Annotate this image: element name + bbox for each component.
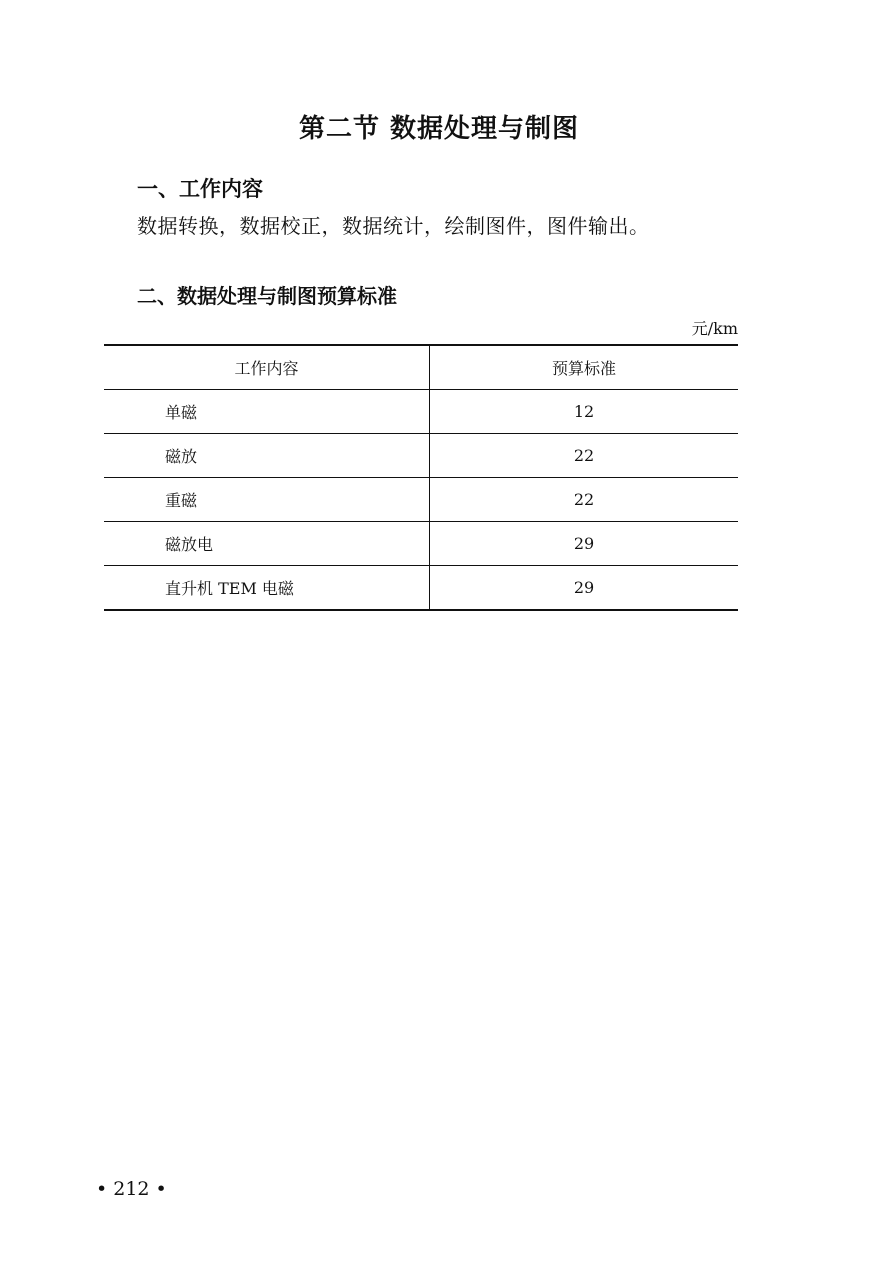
work-content-text: 数据转换，数据校正，数据统计，绘制图件，图件输出。 <box>137 214 650 238</box>
header-work-content: 工作内容 <box>104 345 430 390</box>
row-label: 磁放电 <box>104 522 430 566</box>
row-label: 直升机 TEM 电磁 <box>104 566 430 611</box>
row-value: 22 <box>430 434 739 478</box>
row-value: 22 <box>430 478 739 522</box>
table-row <box>104 434 738 478</box>
table-row <box>104 390 738 434</box>
heading-work-content: 一、工作内容 <box>137 177 263 201</box>
header-budget-standard: 预算标准 <box>430 345 739 390</box>
row-value: 29 <box>430 566 739 611</box>
page-number: • 212 • <box>96 1178 167 1200</box>
page-title: 第二节 数据处理与制图 <box>298 114 580 144</box>
row-label: 单磁 <box>104 390 430 434</box>
table-row <box>104 478 738 522</box>
table-header-row <box>104 345 738 390</box>
table-row <box>104 522 738 566</box>
budget-table <box>104 344 738 611</box>
table-row <box>104 566 738 611</box>
unit-label: 元/km <box>691 319 738 338</box>
row-value: 29 <box>430 522 739 566</box>
row-label: 磁放 <box>104 434 430 478</box>
row-label: 重磁 <box>104 478 430 522</box>
heading-budget-standard: 二、数据处理与制图预算标准 <box>137 284 397 308</box>
row-value: 12 <box>430 390 739 434</box>
